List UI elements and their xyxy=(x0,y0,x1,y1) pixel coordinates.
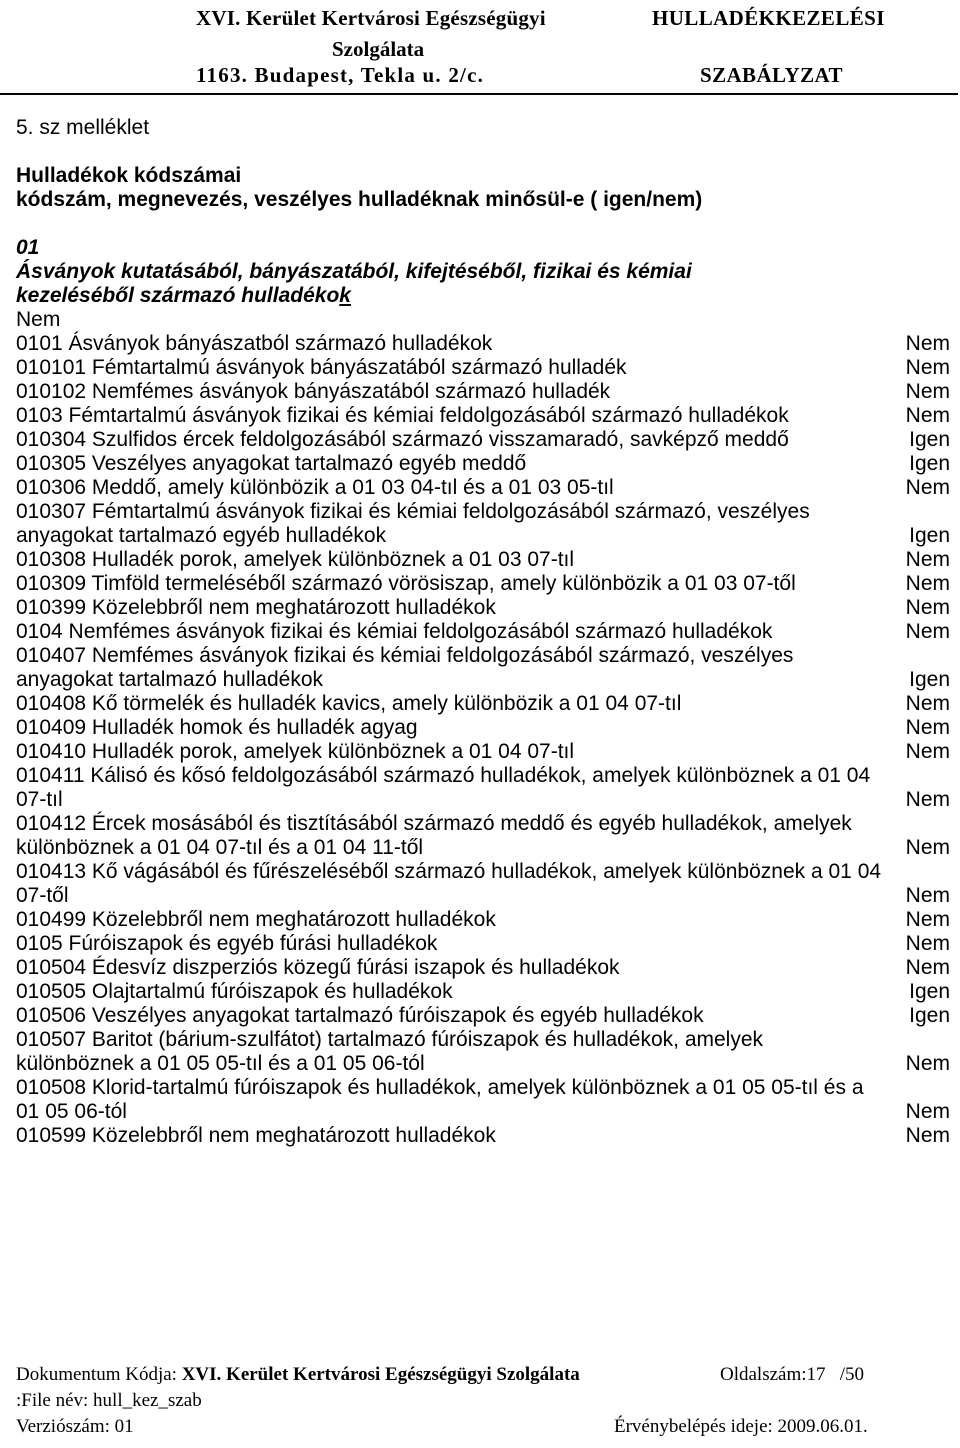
hazardous-flag: Igen xyxy=(909,428,950,451)
waste-code-description: 010499 Közelebbről nem meghatározott hulladékok xyxy=(16,908,496,931)
hazardous-flag: Nem xyxy=(905,476,950,499)
waste-code-description: 010412 Ércek mosásából és tisztításából származó meddő és egyéb hulladékok, amelyek különböznek a 01 04 07-tıl és a 01 04 11-től xyxy=(16,812,852,859)
hazardous-flag: Nem xyxy=(905,908,950,931)
waste-code-description: 010307 Fémtartalmú ásványok fizikai és kémiai feldolgozásából származó, veszélyes anyagokat tartalmazó egyéb hulladékok xyxy=(16,500,810,547)
waste-code-description: 010506 Veszélyes anyagokat tartalmazó fúróiszapok és egyéb hulladékok xyxy=(16,1004,704,1027)
waste-code-description: 010410 Hulladék porok, amelyek különböznek a 01 04 07-tıl xyxy=(16,740,575,763)
page-header xyxy=(0,0,960,96)
waste-code-list xyxy=(16,332,950,1148)
footer-version: Verziószám: 01 xyxy=(16,1416,134,1437)
waste-code-description: 010505 Olajtartalmú fúróiszapok és hulladékok xyxy=(16,980,453,1003)
hazardous-flag: Nem xyxy=(905,716,950,739)
waste-code-row xyxy=(16,812,950,860)
section-heading: Hulladékok kódszámai xyxy=(16,164,242,187)
waste-code-description: 010308 Hulladék porok, amelyek különböznek a 01 03 07-tıl xyxy=(16,548,575,571)
waste-code-row xyxy=(16,716,950,740)
waste-code-description: 010599 Közelebbről nem meghatározott hulladékok xyxy=(16,1124,496,1147)
hazardous-flag: Nem xyxy=(905,1100,950,1123)
waste-code-description: 010304 Szulfidos ércek feldolgozásából származó visszamaradó, savképző meddő xyxy=(16,428,789,451)
hazardous-flag: Nem xyxy=(905,1124,950,1147)
hazardous-flag: Nem xyxy=(905,932,950,955)
waste-code-row xyxy=(16,1124,950,1148)
header-title-line2: SZABÁLYZAT xyxy=(700,63,843,87)
waste-code-description: 0104 Nemfémes ásványok fizikai és kémiai feldolgozásából származó hulladékok xyxy=(16,620,773,643)
waste-code-row xyxy=(16,1028,950,1076)
waste-code-row xyxy=(16,596,950,620)
group-title-line2 xyxy=(16,284,950,308)
waste-code-description: 010101 Fémtartalmú ásványok bányászatából származó hulladék xyxy=(16,356,627,379)
waste-code-description: 010413 Kő vágásából és fűrészeléséből származó hulladékok, amelyek különböznek a 01 04 07-től xyxy=(16,860,882,907)
hazardous-flag: Nem xyxy=(905,548,950,571)
waste-code-row xyxy=(16,332,950,356)
footer-page-label: Oldalszám:17 xyxy=(720,1364,826,1385)
annex-label: 5. sz melléklet xyxy=(16,116,150,139)
header-divider xyxy=(0,93,958,95)
hazardous-flag: Nem xyxy=(905,788,950,811)
waste-code-description: 010507 Baritot (bárium-szulfátot) tartalmazó fúróiszapok és hulladékok, amelyek különböznek a 01 05 05-tıl és a 01 05 06-tól xyxy=(16,1028,764,1075)
hazardous-flag: Nem xyxy=(905,956,950,979)
waste-code-description: 010408 Kő törmelék és hulladék kavics, amely különbözik a 01 04 07-tıl xyxy=(16,692,682,715)
waste-code-row xyxy=(16,956,950,980)
header-organization-line1: XVI. Kerület Kertvárosi Egészségügyi xyxy=(196,6,546,30)
header-organization-line2: Szolgálata xyxy=(332,37,425,61)
waste-code-row xyxy=(16,620,950,644)
hazardous-flag: Igen xyxy=(909,980,950,1003)
waste-code-description: 010305 Veszélyes anyagokat tartalmazó egyéb meddő xyxy=(16,452,527,475)
footer-effective-date: Érvénybelépés ideje: 2009.06.01. xyxy=(614,1416,868,1437)
waste-code-description: 0103 Fémtartalmú ásványok fizikai és kémiai feldolgozásából származó hulladékok xyxy=(16,404,789,427)
waste-code-description: 0101 Ásványok bányászatból származó hulladékok xyxy=(16,332,493,355)
waste-code-row xyxy=(16,740,950,764)
group-hazard-value: Nem xyxy=(16,308,61,331)
section-subheading: kódszám, megnevezés, veszélyes hulladéknak minősül-e ( igen/nem) xyxy=(16,188,703,211)
waste-code-description: 010504 Édesvíz diszperziós közegű fúrási iszapok és hulladékok xyxy=(16,956,620,979)
hazardous-flag: Nem xyxy=(905,572,950,595)
hazardous-flag: Nem xyxy=(905,692,950,715)
footer-doc-code-label: Dokumentum Kódja: xyxy=(16,1364,177,1385)
hazardous-flag: Nem xyxy=(905,332,950,355)
footer-file-name: :File név: hull_kez_szab xyxy=(16,1390,202,1411)
waste-code-row xyxy=(16,452,950,476)
hazardous-flag: Nem xyxy=(905,620,950,643)
waste-code-row xyxy=(16,692,950,716)
hazardous-flag: Nem xyxy=(905,884,950,907)
footer-doc-code-value: XVI. Kerület Kertvárosi Egészségügyi Szolgálata xyxy=(181,1364,580,1385)
spacer xyxy=(16,212,950,236)
waste-code-description: 010399 Közelebbről nem meghatározott hulladékok xyxy=(16,596,496,619)
footer-page-total: /50 xyxy=(839,1364,865,1385)
waste-code-row xyxy=(16,644,950,692)
hazardous-flag: Nem xyxy=(905,1052,950,1075)
hazardous-flag: Igen xyxy=(909,524,950,547)
waste-code-row xyxy=(16,572,950,596)
waste-code-row xyxy=(16,908,950,932)
waste-code-row xyxy=(16,1076,950,1124)
hazardous-flag: Igen xyxy=(909,452,950,475)
waste-code-description: 010102 Nemfémes ásványok bányászatából származó hulladék xyxy=(16,380,611,403)
header-address: 1163. Budapest, Tekla u. 2/c. xyxy=(196,63,485,87)
hazardous-flag: Nem xyxy=(905,404,950,427)
hazardous-flag: Nem xyxy=(905,356,950,379)
page-footer xyxy=(16,1362,950,1440)
waste-code-row xyxy=(16,476,950,500)
waste-code-description: 010409 Hulladék homok és hulladék agyag xyxy=(16,716,418,739)
group-title-line1: Ásványok kutatásából, bányászatából, kifejtéséből, fizikai és kémiai xyxy=(16,260,692,283)
waste-code-description: 0105 Fúróiszapok és egyéb fúrási hulladékok xyxy=(16,932,438,955)
waste-code-description: 010411 Kálisó és kősó feldolgozásából származó hulladékok, amelyek különböznek a 01 04 07-tıl xyxy=(16,764,871,811)
waste-code-row xyxy=(16,356,950,380)
header-title-line1: HULLADÉKKEZELÉSI xyxy=(652,6,885,30)
hazardous-flag: Nem xyxy=(905,836,950,859)
waste-code-row xyxy=(16,860,950,908)
group-title-underlined-letter: k xyxy=(339,284,351,307)
waste-code-row xyxy=(16,500,950,548)
hazardous-flag: Nem xyxy=(905,740,950,763)
waste-code-row xyxy=(16,404,950,428)
footer-line-document xyxy=(16,1362,950,1388)
group-title-text: kezeléséből származó hulladéko xyxy=(16,284,340,307)
waste-code-description: 010309 Timföld termeléséből származó vörösiszap, amely különbözik a 01 03 07-től xyxy=(16,572,796,595)
hazardous-flag: Igen xyxy=(909,1004,950,1027)
waste-code-row xyxy=(16,428,950,452)
waste-code-description: 010508 Klorid-tartalmú fúróiszapok és hulladékok, amelyek különböznek a 01 05 05-tıl és a 01 05 06-tól xyxy=(16,1076,864,1123)
waste-code-description: 010306 Meddő, amely különbözik a 01 03 04-tıl és a 01 03 05-tıl xyxy=(16,476,614,499)
waste-code-row xyxy=(16,1004,950,1028)
waste-code-description: 010407 Nemfémes ásványok fizikai és kémiai feldolgozásából származó, veszélyes anyagokat tartalmazó hulladékok xyxy=(16,644,794,691)
hazardous-flag: Nem xyxy=(905,596,950,619)
document-body xyxy=(16,116,950,1148)
footer-page-number xyxy=(720,1362,864,1388)
group-code: 01 xyxy=(16,236,40,259)
waste-code-row xyxy=(16,932,950,956)
waste-code-row xyxy=(16,548,950,572)
waste-code-row xyxy=(16,980,950,1004)
waste-code-row xyxy=(16,380,950,404)
waste-code-row xyxy=(16,764,950,812)
hazardous-flag: Nem xyxy=(905,380,950,403)
footer-line-version xyxy=(16,1414,950,1440)
hazardous-flag: Igen xyxy=(909,668,950,691)
